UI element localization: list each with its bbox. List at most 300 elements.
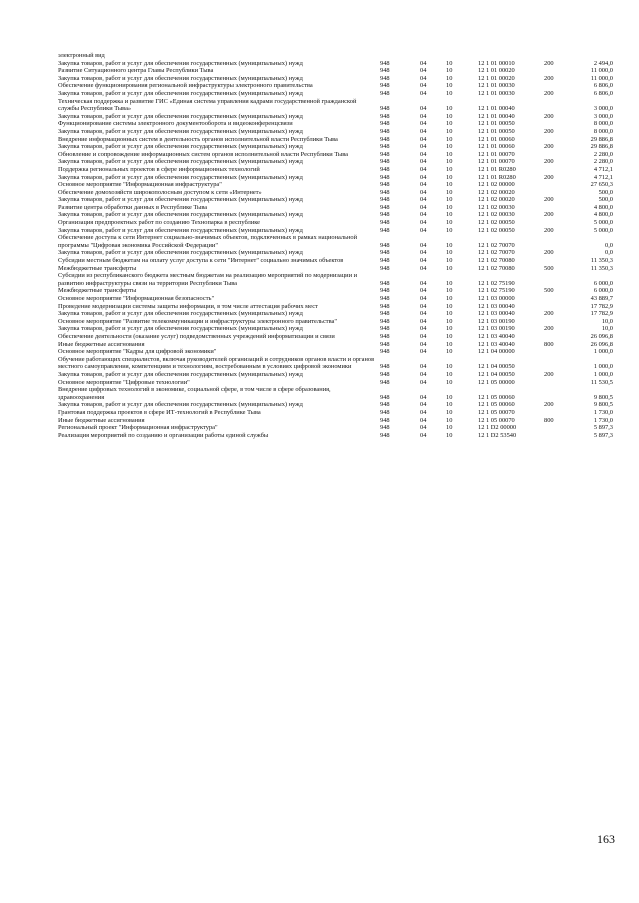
row-name: Закупка товаров, работ и услуг для обеспечения государственных (муниципальных) нужд	[58, 143, 303, 151]
row-subsection: 10	[446, 241, 453, 249]
row-section: 04	[420, 424, 427, 432]
table-row	[58, 424, 613, 432]
table-row	[58, 295, 613, 303]
row-expense-type: 200	[544, 59, 554, 67]
row-amount: 11 350,3	[590, 264, 613, 272]
row-amount: 1 000,0	[593, 363, 613, 371]
row-subsection: 10	[446, 363, 453, 371]
table-row	[58, 371, 613, 379]
row-section: 04	[420, 120, 427, 128]
row-name: Проведение модернизации системы защиты информации, в том числе аттестация рабочих мест	[58, 302, 318, 310]
row-subsection: 10	[446, 317, 453, 325]
row-admin-code: 948	[380, 325, 390, 333]
row-subsection: 10	[446, 302, 453, 310]
row-name: Закупка товаров, работ и услуг для обеспечения государственных (муниципальных) нужд	[58, 401, 303, 409]
row-target-article: 12 1 04 00050	[478, 370, 515, 378]
row-subsection: 10	[446, 310, 453, 318]
row-amount: 8 000,0	[593, 127, 613, 135]
row-amount: 5 000,0	[593, 226, 613, 234]
row-admin-code: 948	[380, 408, 390, 416]
row-name: Закупка товаров, работ и услуг для обеспечения государственных (муниципальных) нужд	[58, 127, 303, 135]
row-section: 04	[420, 370, 427, 378]
row-section: 04	[420, 257, 427, 265]
row-expense-type: 200	[544, 310, 554, 318]
row-section: 04	[420, 332, 427, 340]
row-section: 04	[420, 181, 427, 189]
row-name: Грантовая поддержка проектов в сфере ИТ-технологий в Республике Тыва	[58, 408, 261, 416]
row-target-article: 12 1 02 00050	[478, 219, 515, 227]
row-subsection: 10	[446, 211, 453, 219]
row-amount: 26 096,8	[590, 340, 613, 348]
row-name: Основное мероприятие "Кадры для цифровой экономики"	[58, 348, 217, 356]
row-amount: 10,0	[601, 325, 613, 333]
row-target-article: 12 1 02 00030	[478, 211, 515, 219]
row-amount: 6 806,0	[593, 89, 613, 97]
row-name: Субсидии из республиканского бюджета местным бюджетам на реализацию мероприятий по модернизации и развитию инфраструктуры связи на территории Республики Тыва	[58, 272, 358, 287]
row-section: 04	[420, 165, 427, 173]
table-row	[58, 211, 613, 219]
row-subsection: 10	[446, 181, 453, 189]
table-row	[58, 113, 613, 121]
row-subsection: 10	[446, 143, 453, 151]
row-amount: 4 712,1	[593, 165, 613, 173]
row-amount: 2 280,0	[593, 150, 613, 158]
row-subsection: 10	[446, 257, 453, 265]
row-section: 04	[420, 219, 427, 227]
row-name: Основное мероприятие "Цифровые технологии"	[58, 378, 190, 386]
row-section: 04	[420, 226, 427, 234]
row-target-article: 12 1 02 00030	[478, 203, 515, 211]
row-amount: 11 530,5	[590, 378, 613, 386]
row-amount: 3 000,0	[593, 105, 613, 113]
row-admin-code: 948	[380, 82, 390, 90]
table-row	[58, 75, 613, 83]
row-subsection: 10	[446, 67, 453, 75]
table-row	[58, 341, 613, 349]
row-section: 04	[420, 74, 427, 82]
row-amount: 8 000,0	[593, 120, 613, 128]
row-target-article: 12 1 01 00050	[478, 127, 515, 135]
table-row	[58, 82, 613, 90]
row-subsection: 10	[446, 416, 453, 424]
row-subsection: 10	[446, 188, 453, 196]
row-name: Иные бюджетные ассигнования	[58, 340, 145, 348]
row-name: Закупка товаров, работ и услуг для обеспечения государственных (муниципальных) нужд	[58, 112, 303, 120]
row-target-article: 12 1 02 00050	[478, 226, 515, 234]
table-row	[58, 409, 613, 417]
row-section: 04	[420, 188, 427, 196]
row-section: 04	[420, 241, 427, 249]
row-expense-type: 800	[544, 416, 554, 424]
row-admin-code: 948	[380, 89, 390, 97]
row-section: 04	[420, 378, 427, 386]
row-target-article: 12 1 01 00020	[478, 67, 515, 75]
table-row	[58, 98, 613, 113]
row-name: Реализация мероприятий по созданию и организации работы единой службы	[58, 431, 269, 439]
table-row	[58, 265, 613, 273]
row-target-article: 12 1 04 00050	[478, 363, 515, 371]
row-amount: 17 782,9	[590, 310, 613, 318]
table-row	[58, 189, 613, 197]
table-row	[58, 52, 613, 60]
row-name: Обновление и сопровождение информационных систем органов исполнительной власти Республики Тыва	[58, 150, 348, 158]
row-target-article: 12 1 05 00060	[478, 401, 515, 409]
row-name: Обучение работающих специалистов, включая руководителей организаций и сотрудников органов власти и органов местного самоуправления, компетенциям и технологиям, востребованным в условиях цифровой экономики	[58, 355, 375, 371]
table-row	[58, 257, 613, 265]
table-row	[58, 417, 613, 425]
row-admin-code: 948	[380, 143, 390, 151]
row-admin-code: 948	[380, 59, 390, 67]
row-subsection: 10	[446, 393, 453, 401]
row-amount: 27 650,3	[590, 181, 613, 189]
table-row	[58, 67, 613, 75]
row-target-article: 12 1 01 00040	[478, 105, 515, 113]
row-name: Межбюджетные трансферты	[58, 264, 137, 272]
row-target-article: 12 1 02 70080	[478, 264, 515, 272]
row-section: 04	[420, 105, 427, 113]
row-subsection: 10	[446, 158, 453, 166]
table-row	[58, 432, 613, 440]
row-target-article: 12 1 03 00040	[478, 302, 515, 310]
row-admin-code: 948	[380, 219, 390, 227]
row-amount: 0,0	[605, 241, 613, 249]
row-expense-type: 200	[544, 74, 554, 82]
row-name: Закупка товаров, работ и услуг для обеспечения государственных (муниципальных) нужд	[58, 59, 303, 67]
row-admin-code: 948	[380, 203, 390, 211]
table-row	[58, 174, 613, 182]
row-admin-code: 948	[380, 211, 390, 219]
row-amount: 500,0	[598, 188, 613, 196]
row-name: Межбюджетные трансферты	[58, 287, 137, 295]
row-section: 04	[420, 249, 427, 257]
row-section: 04	[420, 295, 427, 302]
row-target-article: 12 1 03 00190	[478, 325, 515, 333]
table-row	[58, 272, 613, 287]
row-target-article: 12 1 02 75190	[478, 287, 515, 295]
table-row	[58, 325, 613, 333]
row-subsection: 10	[446, 165, 453, 173]
table-row	[58, 181, 613, 189]
row-target-article: 12 1 05 00070	[478, 416, 515, 424]
row-amount: 500,0	[598, 196, 613, 204]
row-subsection: 10	[446, 173, 453, 181]
row-expense-type: 200	[544, 325, 554, 333]
row-amount: 5 897,3	[593, 424, 613, 432]
row-name: Иные бюджетные ассигнования	[58, 416, 145, 424]
row-target-article: 12 1 01 00070	[478, 158, 515, 166]
row-expense-type: 200	[544, 226, 554, 234]
row-section: 04	[420, 127, 427, 135]
row-subsection: 10	[446, 431, 453, 439]
row-name: Основное мероприятие "Развитие телекоммуникации и инфраструктуры электронного правительства"	[58, 317, 337, 325]
row-admin-code: 948	[380, 401, 390, 409]
table-row	[58, 166, 613, 174]
row-admin-code: 948	[380, 165, 390, 173]
row-amount: 1 730,0	[593, 416, 613, 424]
table-row	[58, 318, 613, 326]
row-section: 04	[420, 112, 427, 120]
row-name: Региональный проект "Информационная инфраструктура"	[58, 424, 218, 432]
row-subsection: 10	[446, 127, 453, 135]
row-name: Обеспечение функционирования региональной инфраструктуры электронного правительства	[58, 82, 313, 90]
row-target-article: 12 1 02 70080	[478, 257, 515, 265]
budget-table	[58, 52, 613, 439]
row-target-article: 12 1 01 00070	[478, 150, 515, 158]
table-row	[58, 90, 613, 98]
row-expense-type: 200	[544, 89, 554, 97]
row-section: 04	[420, 211, 427, 219]
table-row	[58, 128, 613, 136]
row-amount: 1 000,0	[593, 370, 613, 378]
row-admin-code: 948	[380, 317, 390, 325]
row-subsection: 10	[446, 325, 453, 333]
row-subsection: 10	[446, 264, 453, 272]
row-admin-code: 948	[380, 226, 390, 234]
row-target-article: 12 1 01 00030	[478, 89, 515, 97]
table-row	[58, 196, 613, 204]
row-name: Обеспечение домохозяйств широкополосным доступом к сети «Интернет»	[58, 188, 262, 196]
row-subsection: 10	[446, 219, 453, 227]
row-section: 04	[420, 431, 427, 439]
row-section: 04	[420, 279, 427, 287]
table-row	[58, 120, 613, 128]
row-subsection: 10	[446, 249, 453, 257]
row-admin-code: 948	[380, 74, 390, 82]
row-section: 04	[420, 82, 427, 90]
table-row	[58, 249, 613, 257]
row-subsection: 10	[446, 348, 453, 356]
row-target-article: 12 1 03 40040	[478, 340, 515, 348]
row-section: 04	[420, 317, 427, 325]
row-target-article: 12 1 01 R0280	[478, 165, 516, 173]
row-admin-code: 948	[380, 112, 390, 120]
row-amount: 0,0	[605, 249, 613, 257]
row-target-article: 12 1 02 70070	[478, 241, 515, 249]
row-admin-code: 948	[380, 181, 390, 189]
row-subsection: 10	[446, 112, 453, 120]
row-amount: 43 889,7	[590, 295, 613, 302]
row-target-article: 12 1 01 R0280	[478, 173, 516, 181]
row-amount: 29 886,8	[590, 135, 613, 143]
row-admin-code: 948	[380, 150, 390, 158]
row-subsection: 10	[446, 424, 453, 432]
table-row	[58, 136, 613, 144]
row-target-article: 12 1 01 00050	[478, 120, 515, 128]
row-target-article: 12 1 05 00070	[478, 408, 515, 416]
table-row	[58, 227, 613, 235]
row-section: 04	[420, 67, 427, 75]
row-admin-code: 948	[380, 332, 390, 340]
row-name: Развитие центра обработки данных в Республике Тыва	[58, 203, 208, 211]
row-admin-code: 948	[380, 196, 390, 204]
table-row	[58, 151, 613, 159]
row-target-article: 12 1 05 00060	[478, 393, 515, 401]
row-section: 04	[420, 158, 427, 166]
row-name: Организация предпроектных работ по созданию Технопарка в республике	[58, 219, 261, 227]
row-name: Функционирование системы электронного документооборота и видеоконференцсвязи	[58, 120, 293, 128]
table-row	[58, 386, 613, 401]
row-amount: 2 280,0	[593, 158, 613, 166]
row-subsection: 10	[446, 59, 453, 67]
row-admin-code: 948	[380, 120, 390, 128]
row-subsection: 10	[446, 370, 453, 378]
row-subsection: 10	[446, 196, 453, 204]
row-amount: 11 000,0	[590, 74, 613, 82]
table-row	[58, 204, 613, 212]
row-subsection: 10	[446, 150, 453, 158]
row-target-article: 12 1 02 00020	[478, 196, 515, 204]
row-section: 04	[420, 264, 427, 272]
table-row	[58, 234, 613, 249]
row-expense-type: 200	[544, 249, 554, 257]
row-admin-code: 948	[380, 135, 390, 143]
row-target-article: 12 1 03 00040	[478, 310, 515, 318]
row-subsection: 10	[446, 295, 453, 302]
row-subsection: 10	[446, 378, 453, 386]
row-name: Внедрение цифровых технологий в экономике, социальной сфере, в том числе в сфере образования, здравоохранения	[58, 386, 331, 401]
row-subsection: 10	[446, 82, 453, 90]
row-expense-type: 200	[544, 401, 554, 409]
row-amount: 5 897,3	[593, 431, 613, 439]
row-name: Закупка товаров, работ и услуг для обеспечения государственных (муниципальных) нужд	[58, 173, 303, 181]
row-subsection: 10	[446, 74, 453, 82]
row-name: Обеспечение доступа к сети Интернет социально-значимых объектов, подключенных в рамках национальной программы "Цифровая экономика Российской Федерации"	[58, 234, 358, 249]
row-amount: 3 000,0	[593, 112, 613, 120]
row-name: Основное мероприятие "Информационная инфраструктура"	[58, 181, 222, 189]
row-expense-type: 200	[544, 211, 554, 219]
row-name: Закупка товаров, работ и услуг для обеспечения государственных (муниципальных) нужд	[58, 74, 303, 82]
row-name: Закупка товаров, работ и услуг для обеспечения государственных (муниципальных) нужд	[58, 325, 303, 333]
table-row	[58, 303, 613, 311]
row-target-article: 12 1 01 00060	[478, 135, 515, 143]
row-target-article: 12 1 02 00020	[478, 188, 515, 196]
row-expense-type: 200	[544, 196, 554, 204]
row-name: Закупка товаров, работ и услуг для обеспечения государственных (муниципальных) нужд	[58, 196, 303, 204]
table-row	[58, 333, 613, 341]
row-name: Закупка товаров, работ и услуг для обеспечения государственных (муниципальных) нужд	[58, 226, 303, 234]
row-amount: 9 800,5	[593, 401, 613, 409]
row-amount: 6 000,0	[593, 279, 613, 287]
row-amount: 4 800,0	[593, 211, 613, 219]
row-target-article: 12 1 02 75190	[478, 279, 515, 287]
table-row	[58, 287, 613, 295]
table-row	[58, 401, 613, 409]
row-subsection: 10	[446, 279, 453, 287]
row-name: Закупка товаров, работ и услуг для обеспечения государственных (муниципальных) нужд	[58, 249, 303, 257]
row-name: Развитие Ситуационного центра Главы Республики Тыва	[58, 67, 214, 75]
row-amount: 4 800,0	[593, 203, 613, 211]
table-row	[58, 310, 613, 318]
row-admin-code: 948	[380, 127, 390, 135]
row-subsection: 10	[446, 401, 453, 409]
row-admin-code: 948	[380, 287, 390, 295]
row-amount: 9 800,5	[593, 393, 613, 401]
row-amount: 2 494,0	[593, 59, 613, 67]
row-amount: 26 096,8	[590, 332, 613, 340]
row-expense-type: 200	[544, 112, 554, 120]
row-subsection: 10	[446, 287, 453, 295]
row-target-article: 12 1 D2 53540	[478, 431, 517, 439]
row-subsection: 10	[446, 105, 453, 113]
row-name: Субсидии местным бюджетам на оплату услуг доступа к сети "Интернет" социально значимых объектов	[58, 257, 344, 265]
row-section: 04	[420, 196, 427, 204]
row-admin-code: 948	[380, 431, 390, 439]
row-admin-code: 948	[380, 393, 390, 401]
table-row	[58, 379, 613, 387]
row-admin-code: 948	[380, 416, 390, 424]
row-amount: 4 712,1	[593, 173, 613, 181]
page-number: 163	[597, 832, 615, 846]
row-admin-code: 948	[380, 378, 390, 386]
row-target-article: 12 1 01 00040	[478, 112, 515, 120]
row-expense-type: 200	[544, 158, 554, 166]
row-subsection: 10	[446, 408, 453, 416]
row-amount: 1 000,0	[593, 348, 613, 356]
table-row	[58, 158, 613, 166]
row-admin-code: 948	[380, 370, 390, 378]
row-target-article: 12 1 04 00000	[478, 348, 515, 356]
row-section: 04	[420, 408, 427, 416]
table-row	[58, 60, 613, 68]
row-section: 04	[420, 173, 427, 181]
row-admin-code: 948	[380, 264, 390, 272]
row-name: Обеспечение деятельности (оказание услуг) подведомственных учреждений информатизации и связи	[58, 332, 335, 340]
row-subsection: 10	[446, 89, 453, 97]
table-row	[58, 219, 613, 227]
row-section: 04	[420, 310, 427, 318]
row-section: 04	[420, 203, 427, 211]
row-name: электронный вид	[58, 52, 105, 59]
row-target-article: 12 1 03 40040	[478, 332, 515, 340]
row-target-article: 12 1 02 00000	[478, 181, 515, 189]
row-admin-code: 948	[380, 188, 390, 196]
row-amount: 10,0	[601, 317, 613, 325]
row-name: Внедрение информационных систем в деятельность органов исполнительной власти Республики Тыва	[58, 135, 338, 143]
row-amount: 11 350,3	[590, 257, 613, 265]
row-subsection: 10	[446, 203, 453, 211]
row-expense-type: 800	[544, 340, 554, 348]
row-name: Закупка товаров, работ и услуг для обеспечения государственных (муниципальных) нужд	[58, 89, 303, 97]
row-subsection: 10	[446, 226, 453, 234]
row-section: 04	[420, 363, 427, 371]
row-name: Закупка товаров, работ и услуг для обеспечения государственных (муниципальных) нужд	[58, 370, 303, 378]
row-admin-code: 948	[380, 105, 390, 113]
row-admin-code: 948	[380, 173, 390, 181]
row-section: 04	[420, 416, 427, 424]
row-expense-type: 500	[544, 264, 554, 272]
row-admin-code: 948	[380, 348, 390, 356]
row-section: 04	[420, 302, 427, 310]
row-amount: 29 886,8	[590, 143, 613, 151]
row-target-article: 12 1 01 00060	[478, 143, 515, 151]
row-name: Закупка товаров, работ и услуг для обеспечения государственных (муниципальных) нужд	[58, 158, 303, 166]
row-section: 04	[420, 340, 427, 348]
row-section: 04	[420, 135, 427, 143]
row-section: 04	[420, 401, 427, 409]
row-section: 04	[420, 89, 427, 97]
row-target-article: 12 1 D2 00000	[478, 424, 517, 432]
row-name: Закупка товаров, работ и услуг для обеспечения государственных (муниципальных) нужд	[58, 211, 303, 219]
row-section: 04	[420, 143, 427, 151]
row-target-article: 12 1 03 00000	[478, 295, 515, 302]
row-expense-type: 200	[544, 143, 554, 151]
row-name: Техническая поддержка и развитие ГИС «Единая система управления кадрами государственной гражданской службы Республики Тыва»	[58, 97, 357, 113]
row-target-article: 12 1 01 00010	[478, 59, 515, 67]
row-amount: 6 806,0	[593, 82, 613, 90]
row-admin-code: 948	[380, 310, 390, 318]
row-expense-type: 200	[544, 127, 554, 135]
row-subsection: 10	[446, 332, 453, 340]
